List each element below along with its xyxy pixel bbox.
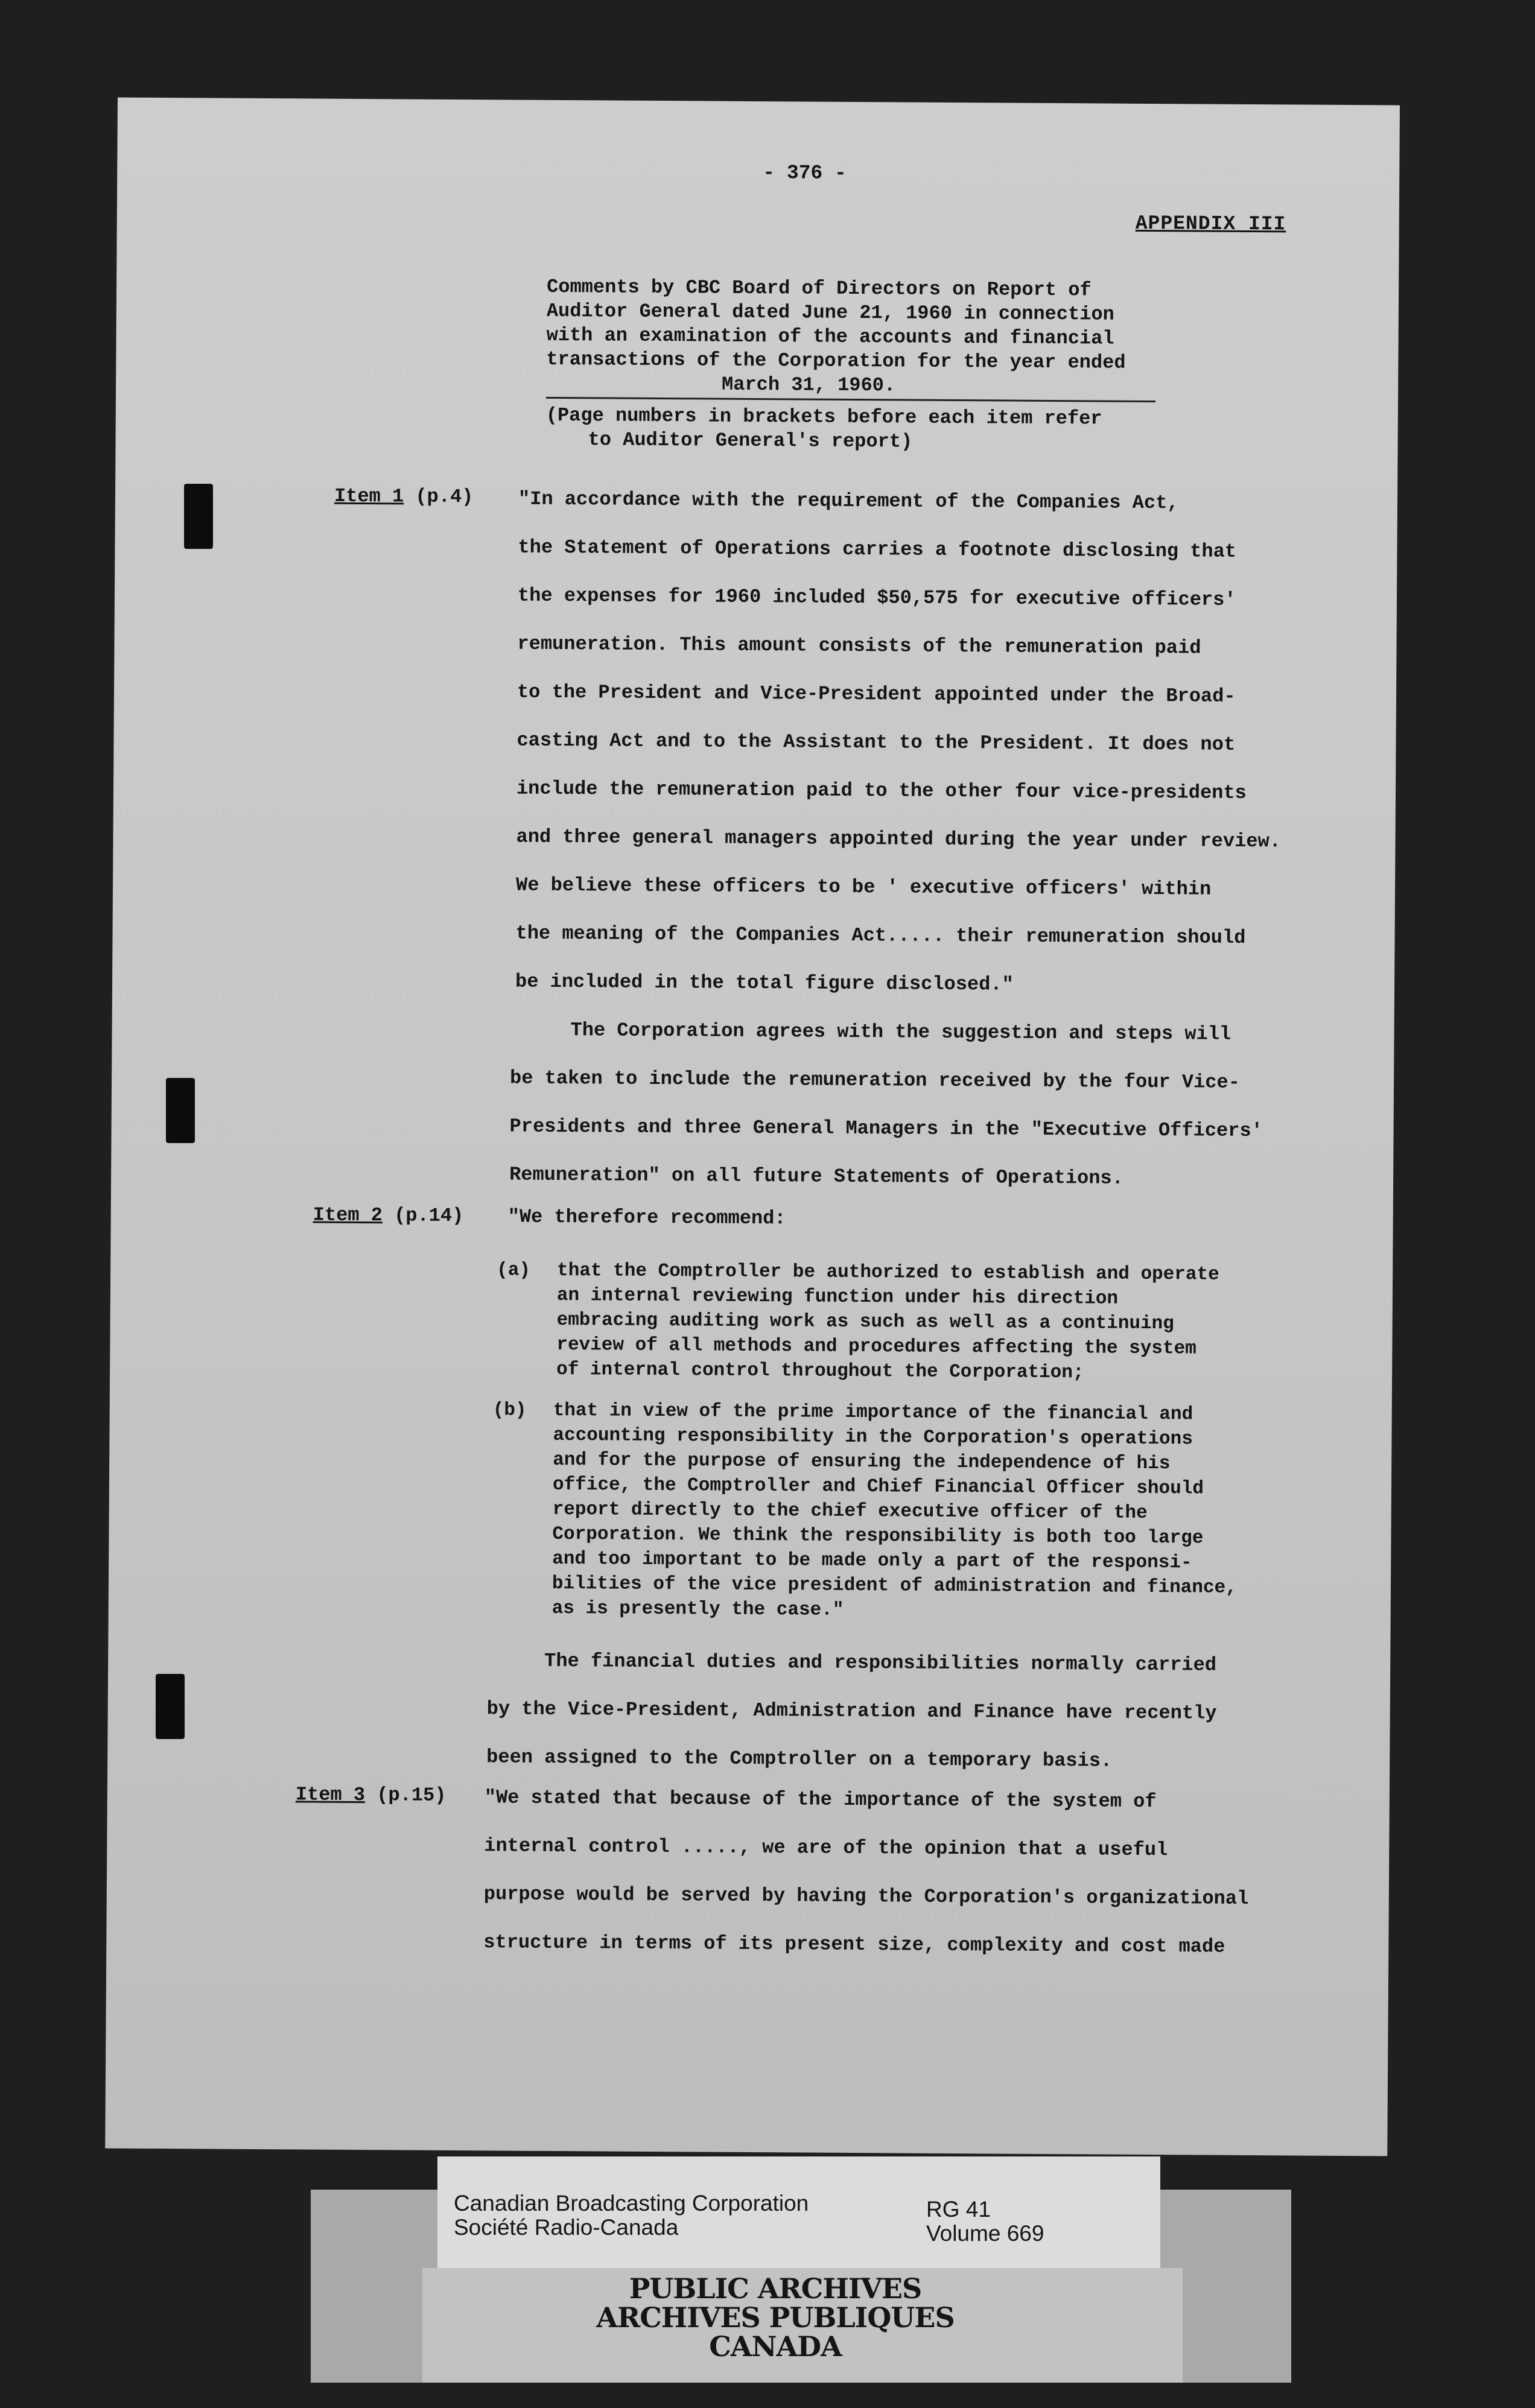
reply-line: Presidents and three General Managers in the "Executive Officers' <box>509 1115 1263 1142</box>
item-2-b-marker: (b) <box>492 1399 527 1421</box>
binder-mark <box>156 1674 185 1739</box>
reply-line: been assigned to the Comptroller on a temporary basis. <box>486 1746 1113 1772</box>
record-group: RG 41 <box>926 2197 991 2222</box>
reply-line: by the Vice-President, Administration and Finance have recently <box>486 1697 1217 1725</box>
quote-line: "In accordance with the requirement of the Companies Act, <box>518 487 1179 515</box>
recommendation-line: Corporation. We think the responsibility is both too large <box>552 1523 1204 1549</box>
binder-mark <box>166 1078 195 1143</box>
quote-line: include the remuneration paid to the other four vice-presidents <box>516 777 1247 804</box>
item-page-ref: (p.15) <box>377 1784 447 1807</box>
document-heading <box>545 275 1156 455</box>
reply-line: Remuneration" on all future Statements of Operations. <box>509 1163 1123 1190</box>
heading-line: with an examination of the accounts and financial <box>546 323 1114 350</box>
quote-line: internal control ....., we are of the opinion that a useful <box>484 1834 1168 1861</box>
archive-reference <box>926 2197 1044 2246</box>
document-page <box>105 98 1400 2156</box>
quote-line: purpose would be served by having the Corporation's organizational <box>483 1883 1249 1910</box>
stamp-line: ARCHIVES PUBLIQUES <box>596 2301 955 2334</box>
recommendation-line: that the Comptroller be authorized to establish and operate <box>557 1259 1219 1285</box>
quote-line: the meaning of the Companies Act..... their remuneration should <box>515 922 1246 949</box>
recommendation-line: of internal control throughout the Corporation; <box>556 1358 1084 1384</box>
quote-line: and three general managers appointed during the year under review. <box>516 825 1282 853</box>
stamp-line: PUBLIC ARCHIVES <box>629 2272 922 2305</box>
recommendation-line: that in view of the prime importance of the financial and <box>553 1399 1193 1425</box>
item-2-intro: "We therefore recommend: <box>507 1205 786 1230</box>
item-1-label <box>334 485 474 508</box>
item-label-text: Item 3 <box>295 1783 366 1807</box>
reply-line: be taken to include the remuneration received by the four Vice- <box>509 1066 1240 1094</box>
recommendation-line: office, the Comptroller and Chief Financial Officer should <box>552 1474 1204 1500</box>
heading-line: Auditor General dated June 21, 1960 in connection <box>546 299 1114 326</box>
recommendation-line: report directly to the chief executive officer of the <box>552 1498 1148 1524</box>
item-label-text: Item 2 <box>313 1203 383 1227</box>
heading-line: Comments by CBC Board of Directors on Report of <box>547 275 1092 302</box>
quote-line: casting Act and to the Assistant to the President. It does not <box>516 729 1236 756</box>
item-2-a-text <box>556 1258 1219 1386</box>
item-3-quote <box>483 1773 1249 1971</box>
item-2-a-marker: (a) <box>497 1259 531 1281</box>
quote-line: the Statement of Operations carries a footnote disclosing that <box>518 536 1237 563</box>
reply-line: The Corporation agrees with the suggestion and steps will <box>570 1019 1231 1045</box>
recommendation-line: bilities of the vice president of administration and finance, <box>551 1573 1237 1598</box>
recommendation-line: and for the purpose of ensuring the independence of his <box>553 1449 1171 1475</box>
heading-note-line: (Page numbers in brackets before each item refer <box>545 404 1102 430</box>
heading-note-line: to Auditor General's report) <box>588 428 913 453</box>
quote-line: the expenses for 1960 included $50,575 for executive officers' <box>517 584 1236 611</box>
item-2-b-text <box>552 1398 1238 1625</box>
recommendation-line: review of all methods and procedures affecting the system <box>556 1334 1197 1360</box>
appendix-label: APPENDIX III <box>1135 212 1286 236</box>
quote-line: structure in terms of its present size, complexity and cost made <box>483 1931 1225 1958</box>
stamp-line: CANADA <box>709 2330 842 2363</box>
recommendation-line: as is presently the case." <box>551 1597 844 1621</box>
heading-line: transactions of the Corporation for the year ended <box>546 347 1126 374</box>
recommendation-line: an internal reviewing function under his direction <box>556 1284 1119 1310</box>
item-1-quote <box>515 475 1283 1011</box>
item-1-reply <box>509 1006 1263 1204</box>
quote-line: to the President and Vice-President appointed under the Broad- <box>516 680 1236 708</box>
item-3-label <box>296 1783 447 1807</box>
binder-mark <box>184 484 213 549</box>
quote-line: "We stated that because of the importance of the system of <box>484 1786 1157 1813</box>
recommendation-line: accounting responsibility in the Corporation's operations <box>553 1424 1193 1450</box>
volume-number: Volume 669 <box>926 2221 1044 2246</box>
recommendation-line: embracing auditing work as such as well as a continuing <box>556 1309 1174 1335</box>
organization-english: Canadian Broadcasting Corporation <box>454 2191 809 2216</box>
item-page-ref: (p.14) <box>394 1204 464 1228</box>
quote-line: be included in the total figure disclosed." <box>515 970 1014 996</box>
public-archives-stamp <box>564 2274 987 2361</box>
item-label-text: Item 1 <box>334 484 404 508</box>
recommendation-line: and too important to be made only a part of the responsi- <box>552 1548 1192 1574</box>
archive-organization <box>454 2191 809 2240</box>
quote-line: remuneration. This amount consists of the remuneration paid <box>517 632 1201 659</box>
reply-line: The financial duties and responsibilities normally carried <box>544 1649 1217 1676</box>
item-2-reply <box>486 1636 1217 1785</box>
item-page-ref: (p.4) <box>415 485 474 509</box>
quote-line: We believe these officers to be ' executive officers' within <box>515 873 1212 901</box>
organization-french: Société Radio-Canada <box>454 2215 679 2240</box>
item-2-label <box>313 1204 464 1228</box>
page-number: - 376 - <box>763 162 847 185</box>
heading-line: March 31, 1960. <box>721 373 896 397</box>
